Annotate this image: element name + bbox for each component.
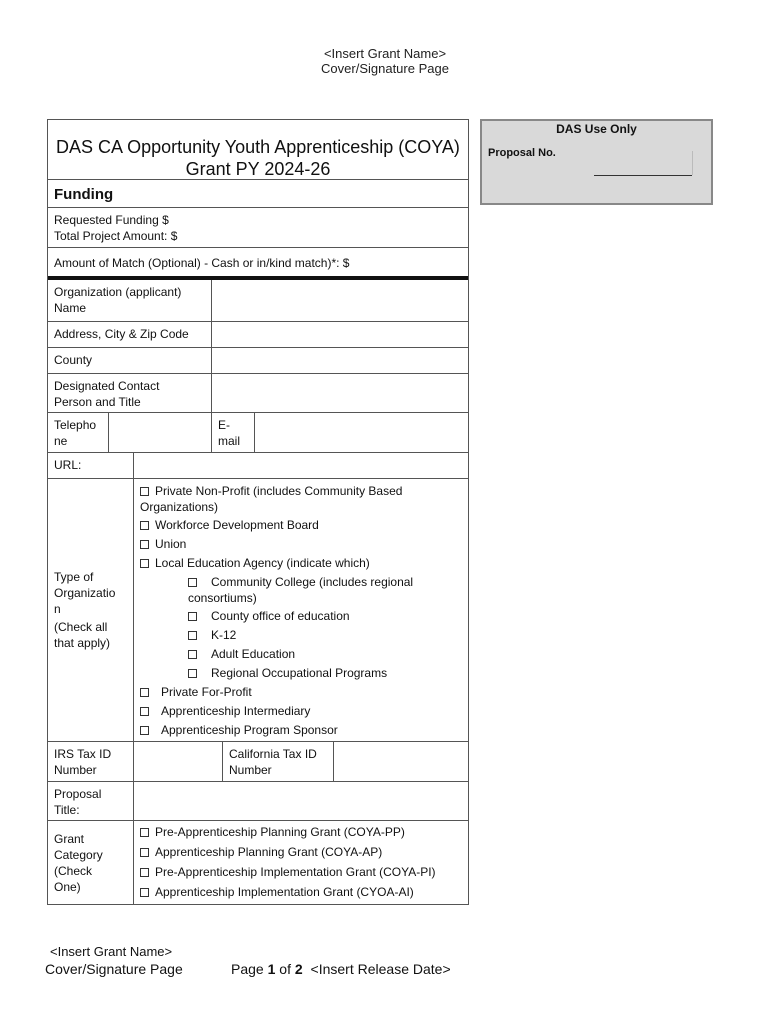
org-type-label-l3: n [54,602,61,616]
checkbox-category-ai[interactable] [140,888,149,897]
option-intermediary[interactable] [140,703,310,719]
das-divider [692,151,693,175]
option-forprofit-label: Private For-Profit [161,685,252,699]
checkbox-nonprofit[interactable] [140,487,149,496]
address-label: Address, City & Zip Code [54,327,189,341]
grant-category-label-l4: One) [54,880,81,894]
org-type-row [48,479,468,742]
category-option-pp-label: Pre-Apprenticeship Planning Grant (COYA-PP) [155,825,405,839]
org-name-row [48,280,468,322]
telephone-label-l2: ne [54,434,68,448]
footer-grant-name: <Insert Grant Name> [50,944,173,959]
funding-amounts-row [48,208,468,248]
footer-page-label: Cover/Signature Page [45,961,183,977]
checkbox-county-office[interactable] [188,612,197,621]
category-option-ai[interactable] [140,884,414,900]
option-intermediary-label: Apprenticeship Intermediary [161,704,311,718]
telephone-label-l1: Telepho [54,418,97,432]
url-row [48,453,468,479]
org-type-hint-l1: (Check all [54,620,108,634]
contact-label-l2: Person and Title [54,395,141,409]
org-type-label [48,479,133,741]
irs-tax-id-label-l2: Number [54,763,97,777]
checkbox-lea[interactable] [140,559,149,568]
checkbox-category-pp[interactable] [140,828,149,837]
grant-category-label [48,821,133,904]
checkbox-k12[interactable] [188,631,197,640]
option-lea-label: Local Education Agency (indicate which) [155,556,370,570]
option-nonprofit[interactable] [140,483,402,499]
header-page-label: Cover/Signature Page [321,61,449,76]
option-forprofit[interactable] [140,684,252,700]
proposal-title-label-l1: Proposal [54,787,102,801]
grant-category-label-l1: Grant [54,832,85,846]
das-title: DAS Use Only [556,122,637,136]
telephone-label [48,413,108,452]
option-k12-label: K-12 [211,628,237,642]
email-label [211,413,254,452]
form-title [48,120,468,180]
footer-page-number [231,961,451,977]
category-option-pi[interactable] [140,864,436,880]
org-name-label-l1: Organization (applicant) [54,285,182,299]
option-rop-label: Regional Occupational Programs [211,666,388,680]
org-name-label-l2: Name [54,301,87,315]
option-county-office[interactable] [188,608,350,624]
category-option-pi-label: Pre-Apprenticeship Implementation Grant (COYA-PI) [155,865,436,879]
ca-tax-id-input[interactable] [333,742,468,781]
option-union[interactable] [140,536,186,552]
email-label-l2: mail [218,434,241,448]
contact-row [48,374,468,413]
ca-tax-id-label-l2: Number [229,763,272,777]
funding-heading-row [48,180,468,208]
cover-form [47,119,469,905]
option-county-office-label: County office of education [211,609,350,623]
option-community-college-cont: consortiums) [188,591,257,605]
form-title-line2: Grant PY 2024-26 [185,159,331,179]
url-input[interactable] [133,453,468,478]
contact-label-l1: Designated Contact [54,379,160,393]
ca-tax-id-label-l1: California Tax ID [229,747,317,761]
grant-category-options [133,821,468,904]
proposal-title-row [48,782,468,821]
match-row [48,248,468,280]
org-name-input[interactable] [211,280,468,321]
org-name-label [48,280,211,321]
irs-tax-id-label-l1: IRS Tax ID [54,747,112,761]
option-k12[interactable] [188,627,236,643]
option-workforce[interactable] [140,517,319,533]
option-workforce-label: Workforce Development Board [155,518,319,532]
category-option-ai-label: Apprenticeship Implementation Grant (CYOA-AI) [155,885,414,899]
footer-release-date: <Insert Release Date> [310,961,451,977]
option-nonprofit-label: Private Non-Profit (includes Community Based [155,484,403,498]
category-option-ap-label: Apprenticeship Planning Grant (COYA-AP) [155,845,383,859]
checkbox-adult-ed[interactable] [188,650,197,659]
org-type-hint-l2: that apply) [54,636,111,650]
proposal-title-input[interactable] [133,782,468,820]
page-header [0,46,770,76]
checkbox-forprofit[interactable] [140,688,149,697]
grant-category-label-l2: Category [54,848,103,862]
checkbox-workforce[interactable] [140,521,149,530]
das-use-only-box [480,119,713,205]
option-nonprofit-cont: Organizations) [140,500,219,514]
category-option-pp[interactable] [140,824,405,840]
address-row [48,322,468,348]
url-label: URL: [54,458,82,472]
option-sponsor-label: Apprenticeship Program Sponsor [161,723,338,737]
ca-tax-id-label [222,742,333,781]
category-option-ap[interactable] [140,844,382,860]
option-rop[interactable] [188,665,387,681]
phone-email-row [48,413,468,453]
checkbox-community-college[interactable] [188,578,197,587]
proposal-no-label: Proposal No. [488,147,556,159]
checkbox-intermediary[interactable] [140,707,149,716]
funding-heading: Funding [54,186,114,203]
footer-page-total: 2 [294,961,303,977]
email-label-l1: E- [218,418,230,432]
irs-tax-id-label [48,742,133,781]
contact-input[interactable] [211,374,468,412]
org-type-label-l1: Type of [54,570,94,584]
checkbox-category-pi[interactable] [140,868,149,877]
org-type-options [133,479,468,741]
proposal-title-label [48,782,133,820]
county-input[interactable] [211,348,468,373]
option-community-college[interactable] [188,574,413,590]
match-amount-field[interactable]: Amount of Match (Optional) - Cash or in/kind match)*: $ [54,256,350,270]
org-type-label-l2: Organizatio [54,586,116,600]
county-label: County [54,353,93,367]
contact-label [48,374,211,412]
option-lea[interactable] [140,555,370,571]
irs-tax-id-input[interactable] [133,742,222,781]
grant-category-row [48,821,468,904]
total-project-label: Total Project Amount: $ [54,229,178,243]
checkbox-category-ap[interactable] [140,848,149,857]
header-grant-name: <Insert Grant Name> [323,46,447,61]
checkbox-union[interactable] [140,540,149,549]
tax-id-row [48,742,468,782]
footer-page-current: 1 [267,961,276,977]
option-adult-ed-label: Adult Education [211,647,296,661]
option-sponsor[interactable] [140,722,338,738]
telephone-input[interactable] [108,413,211,452]
footer-of-word: of [279,961,291,977]
checkbox-sponsor[interactable] [140,726,149,735]
grant-category-label-l3: (Check [54,864,93,878]
address-input[interactable] [211,322,468,347]
checkbox-rop[interactable] [188,669,197,678]
proposal-title-label-l2: Title: [54,803,80,817]
option-community-college-label: Community College (includes regional [211,575,414,589]
email-input[interactable] [254,413,468,452]
requested-funding-label: Requested Funding $ [54,213,169,227]
county-row [48,348,468,374]
funding-amounts[interactable] [48,208,183,247]
form-title-line1: DAS CA Opportunity Youth Apprenticeship (COYA) [56,137,460,157]
proposal-no-field[interactable] [594,175,692,176]
footer-page-word: Page [231,961,264,977]
option-union-label: Union [155,537,187,551]
option-adult-ed[interactable] [188,646,295,662]
